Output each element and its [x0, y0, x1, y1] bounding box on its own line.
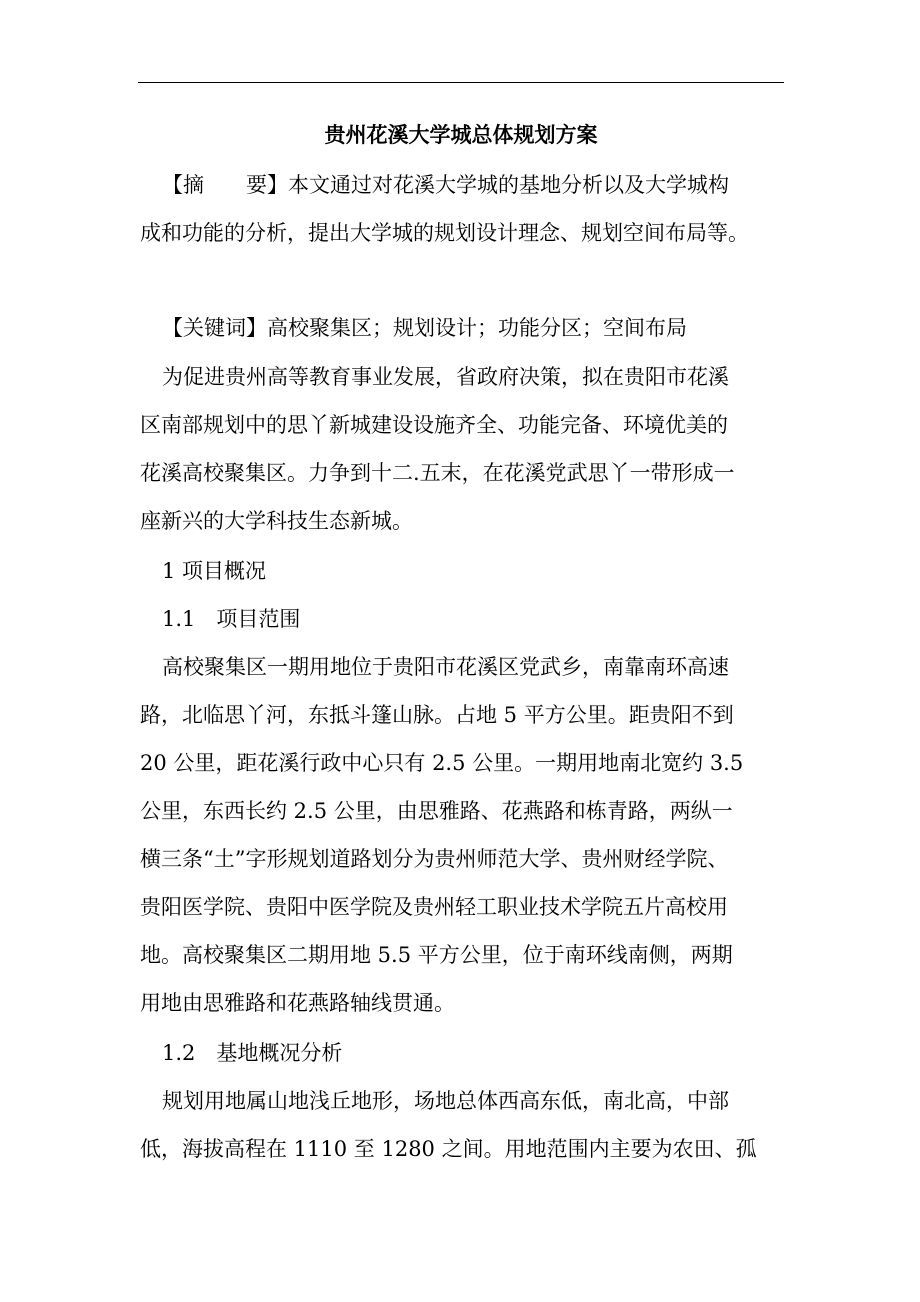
scope-line: 贵阳医学院、贵阳中医学院及贵州轻工职业技术学院五片高校用 [140, 895, 728, 919]
site-line: 低，海拔高程在 1110 至 1280 之间。用地范围内主要为农田、孤 [140, 1137, 757, 1161]
scope-line: 地。高校聚集区二期用地 5.5 平方公里，位于南环线南侧，两期 [140, 943, 733, 967]
intro-line: 座新兴的大学科技生态新城。 [140, 509, 413, 533]
intro-line: 为促进贵州高等教育事业发展，省政府决策，拟在贵阳市花溪 [162, 365, 729, 389]
subsection-heading: 1.2 基地概况分析 [162, 1041, 343, 1065]
scope-line: 横三条“土”字形规划道路划分为贵州师范大学、贵州财经学院、 [140, 847, 729, 871]
scope-line: 高校聚集区一期用地位于贵阳市花溪区党武乡，南靠南环高速 [162, 655, 729, 679]
intro-line: 区南部规划中的思丫新城建设设施齐全、功能完备、环境优美的 [140, 413, 728, 437]
document-title: 贵州花溪大学城总体规划方案 [324, 123, 598, 147]
abstract-line: 【摘 要】本文通过对花溪大学城的基地分析以及大学城构 [162, 173, 729, 197]
scope-line: 公里，东西长约 2.5 公里，由思雅路、花燕路和栋青路，两纵一 [140, 799, 733, 823]
keywords-line: 【关键词】高校聚集区；规划设计；功能分区；空间布局 [162, 316, 687, 340]
scope-line: 用地由思雅路和花燕路轴线贯通。 [140, 991, 455, 1015]
scope-line: 路，北临思丫河，东抵斗篷山脉。占地 5 平方公里。距贵阳不到 [140, 703, 734, 727]
header-rule [138, 82, 784, 83]
intro-line: 花溪高校聚集区。力争到十二.五末，在花溪党武思丫一带形成一 [140, 461, 735, 485]
site-line: 规划用地属山地浅丘地形，场地总体西高东低，南北高，中部 [162, 1089, 729, 1113]
section-heading: 1 项目概况 [162, 559, 267, 583]
subsection-heading: 1.1 项目范围 [162, 607, 301, 631]
scope-line: 20 公里，距花溪行政中心只有 2.5 公里。一期用地南北宽约 3.5 [140, 751, 744, 775]
abstract-line: 成和功能的分析，提出大学城的规划设计理念、规划空间布局等。 [140, 221, 749, 245]
